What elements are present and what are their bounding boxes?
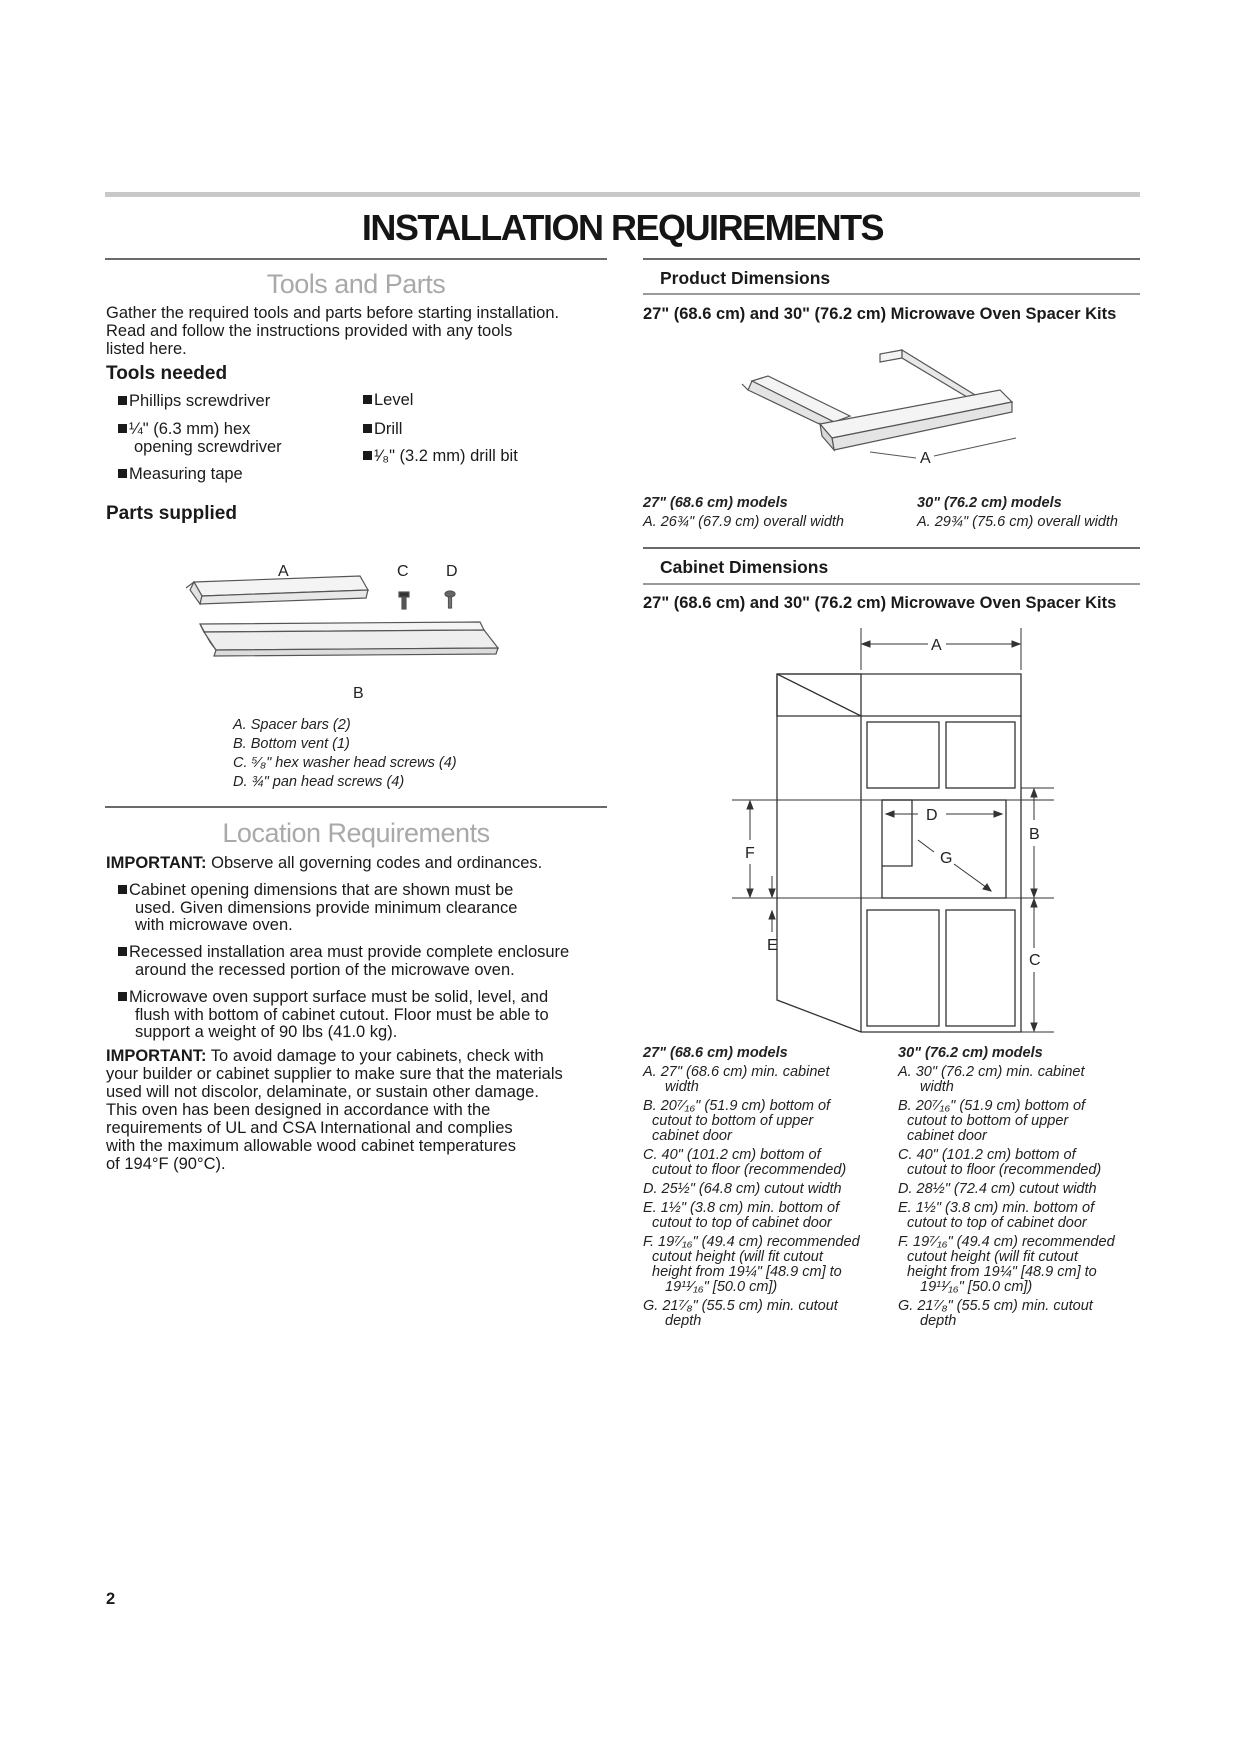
bullet-line: Cabinet opening dimensions that are shown must be [129,881,514,899]
spec-item-g [898,1299,1138,1329]
part-label-d: D [446,563,458,580]
bullet-square [118,424,127,433]
cabinet-models-30 [898,1046,1138,1333]
spec-item-d [643,1182,883,1197]
tools-intro [106,304,611,358]
spec-item-f [898,1235,1138,1295]
spec-line: D. 28½" (72.4 cm) cutout width [898,1181,1097,1197]
top-rule [105,192,1140,197]
spec-line: B. 20⁷⁄₁₆" (51.9 cm) bottom of [898,1098,1086,1114]
tool-label: Phillips screwdriver [129,392,271,410]
tools-needed-heading: Tools needed [106,363,228,384]
cabinet-dim-subheading: 27" (68.6 cm) and 30" (76.2 cm) Microwave Oven Spacer Kits [643,594,1117,612]
spec-item-e [898,1201,1138,1231]
intro-line: listed here. [106,340,187,358]
location-bullet [118,989,549,1042]
cab-label-d: D [926,807,938,824]
important-line: your builder or cabinet supplier to make sure that the materials [106,1065,563,1083]
product-dim-rule [643,258,1140,260]
tool-item [363,421,402,439]
important-line: requirements of UL and CSA International and complies [106,1119,513,1137]
important-line: This oven has been designed in accordance with the [106,1101,491,1119]
cabinet-diagram [700,620,1080,1040]
tool-label: Level [374,391,414,409]
spec-line: cutout to top of cabinet door [652,1215,832,1231]
location-title: Location Requirements [222,818,490,848]
spec-line: E. 1½" (3.8 cm) min. bottom of [898,1200,1095,1216]
spec-line: cutout height (will fit cutout [907,1249,1078,1265]
spec-line: cutout to bottom of upper [907,1113,1069,1129]
page-number: 2 [106,1590,116,1608]
caption-line: B. Bottom vent (1) [233,736,350,752]
spacer-kit-diagram [730,346,1060,486]
tool-label: Measuring tape [129,465,243,483]
bullet-square [118,992,127,1001]
spec-line: cutout to bottom of upper [652,1113,814,1129]
spec-line: G. 21⁷⁄₈" (55.5 cm) min. cutout [898,1298,1093,1314]
spec-item-b [898,1099,1138,1144]
tools-section-rule [105,258,607,260]
spec-line: A. 27" (68.6 cm) min. cabinet [643,1064,830,1080]
tool-item [118,421,282,456]
spec-item-d [898,1182,1138,1197]
bullet-line: Microwave oven support surface must be solid, level, and [129,988,549,1006]
part-label-a: A [278,563,289,580]
location-bullet [118,882,517,935]
spec-line: F. 19⁷⁄₁₆" (49.4 cm) recommended [898,1234,1115,1250]
spec-line: cutout to floor (recommended) [907,1162,1102,1178]
pan-screw [445,591,455,608]
leader-line [934,438,1016,456]
cab-label-b: B [1029,826,1040,843]
caption-line: D. ¾" pan head screws (4) [233,774,405,790]
important-2 [106,1047,616,1173]
cab-label-c: C [1029,952,1041,969]
location-section-rule [105,806,607,808]
product-models-27 [643,496,844,530]
spec-line: width [920,1079,954,1095]
important-1 [106,854,542,872]
part-label-c: C [397,563,409,580]
intro-line: Read and follow the instructions provided with any tools [106,322,513,340]
spacer-label-a: A [920,450,931,467]
important-line: To avoid damage to your cabinets, check with [206,1047,544,1065]
spec-line: width [665,1079,699,1095]
model-title: 30" (76.2 cm) models [917,495,1062,511]
product-models-30 [917,496,1118,530]
spec-item-f [643,1235,883,1295]
spec-item-a [643,1065,883,1095]
bullet-square [363,395,372,404]
product-dim-heading: Product Dimensions [660,268,831,288]
tools-parts-title: Tools and Parts [266,269,446,299]
spec-line: depth [665,1313,702,1329]
spec-line: cutout to floor (recommended) [652,1162,847,1178]
spec-item-c [898,1148,1138,1178]
leader-line [870,452,916,458]
upper-door-right [946,722,1015,788]
bullet-square [118,469,127,478]
bullet-line: around the recessed portion of the microwave oven. [135,960,515,979]
bullet-line: used. Given dimensions provide minimum clearance [135,898,518,917]
bullet-line: Recessed installation area must provide complete enclosure [129,943,570,961]
tool-item [118,393,270,411]
important-line: used will not discolor, delaminate, or sustain other damage. [106,1083,539,1101]
bullet-square [363,424,372,433]
parts-captions [233,716,457,792]
spec-line: cutout height (will fit cutout [652,1249,823,1265]
cab-label-e: E [767,937,778,954]
spec-line: 19¹¹⁄₁₆" [50.0 cm]) [920,1279,1033,1295]
bullet-square [118,885,127,894]
tool-label: ¼" (6.3 mm) hex [129,420,251,438]
spec-line: G. 21⁷⁄₈" (55.5 cm) min. cutout [643,1298,838,1314]
important-line: with the maximum allowable wood cabinet temperatures [106,1137,516,1155]
parts-diagram [180,560,520,710]
spec-line: height from 19¼" [48.9 cm] to [907,1264,1097,1280]
caption-line: A. Spacer bars (2) [233,717,351,733]
location-bullet [118,944,569,979]
bullet-square [118,396,127,405]
spec-line: 19¹¹⁄₁₆" [50.0 cm]) [665,1279,778,1295]
model-item: A. 26¾" (67.9 cm) overall width [643,514,844,530]
parts-supplied-heading: Parts supplied [106,503,237,524]
bullet-square [363,451,372,460]
spec-line: depth [920,1313,957,1329]
product-dim-subrule [643,293,1140,295]
intro-line: Gather the required tools and parts before starting installation. [106,304,560,322]
spec-line: A. 30" (76.2 cm) min. cabinet [898,1064,1085,1080]
spec-item-e [643,1201,883,1231]
spec-line: F. 19⁷⁄₁₆" (49.4 cm) recommended [643,1234,860,1250]
spec-line: B. 20⁷⁄₁₆" (51.9 cm) bottom of [643,1098,831,1114]
tool-item [363,392,413,410]
important-label: IMPORTANT: [106,1047,207,1065]
important-text: Observe all governing codes and ordinances. [211,854,543,872]
important-label: IMPORTANT: [106,854,207,872]
cab-label-a: A [931,637,942,654]
bullet-line: with microwave oven. [135,916,293,934]
tool-item [118,466,243,484]
model-item: A. 29¾" (75.6 cm) overall width [917,514,1118,530]
bullet-square [118,947,127,956]
spec-item-b [643,1099,883,1144]
important-line: of 194°F (90°C). [106,1155,226,1173]
spec-line: height from 19¼" [48.9 cm] to [652,1264,842,1280]
spec-line: E. 1½" (3.8 cm) min. bottom of [643,1200,840,1216]
product-dim-subheading: 27" (68.6 cm) and 30" (76.2 cm) Microwave Oven Spacer Kits [643,305,1117,323]
upper-door-left [867,722,939,788]
spec-item-c [643,1148,883,1178]
spec-line: cabinet door [652,1128,732,1144]
model-title: 27" (68.6 cm) models [643,1045,788,1061]
spec-line: cabinet door [907,1128,987,1144]
cutout-opening [882,800,1006,898]
cab-label-g: G [940,850,953,867]
model-title: 27" (68.6 cm) models [643,495,788,511]
tool-label: Drill [374,420,403,438]
cab-label-f: F [745,845,755,862]
caption-line: C. ⁵⁄₈" hex washer head screws (4) [233,755,457,771]
spec-line: cutout to top of cabinet door [907,1215,1087,1231]
spec-item-g [643,1299,883,1329]
bullet-line: support a weight of 90 lbs (41.0 kg). [135,1023,398,1041]
tool-label-cont: opening screwdriver [134,437,282,456]
lower-door-right [946,910,1015,1026]
spec-line: C. 40" (101.2 cm) bottom of [898,1147,1076,1163]
cabinet-models-27 [643,1046,883,1333]
lower-door-left [867,910,939,1026]
cabinet-dim-subrule [643,583,1140,585]
hex-screw [399,592,409,609]
bullet-line: flush with bottom of cabinet cutout. Floor must be able to [135,1005,549,1024]
spec-line: D. 25½" (64.8 cm) cutout width [643,1181,842,1197]
spec-line: C. 40" (101.2 cm) bottom of [643,1147,821,1163]
tool-item [363,448,518,466]
cabinet-dim-rule [643,547,1140,549]
page-title: INSTALLATION REQUIREMENTS [361,207,884,248]
cabinet-dim-heading: Cabinet Dimensions [660,557,829,577]
tool-label: ¹⁄₈" (3.2 mm) drill bit [374,447,518,465]
part-label-b: B [353,685,364,702]
model-title: 30" (76.2 cm) models [898,1045,1043,1061]
spec-item-a [898,1065,1138,1095]
